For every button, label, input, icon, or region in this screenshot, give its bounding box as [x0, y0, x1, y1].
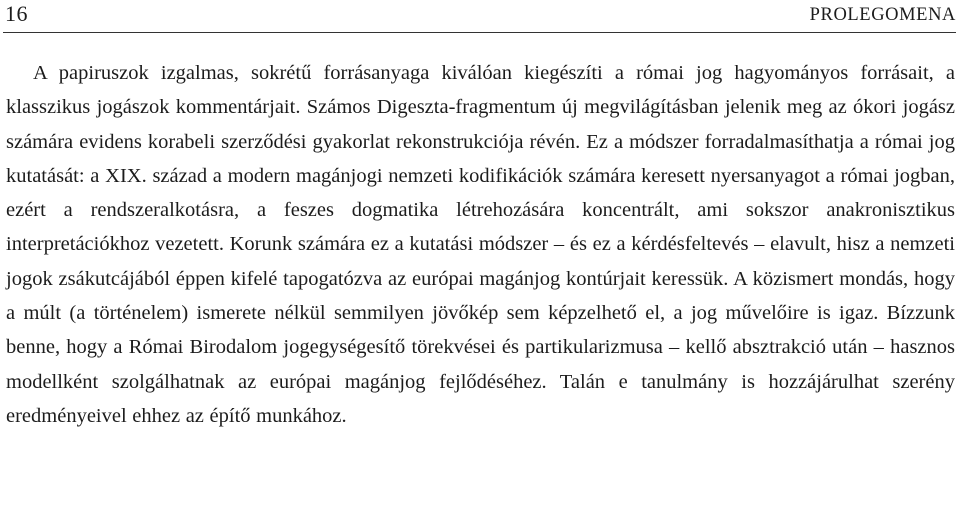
body-paragraph: A papiruszok izgalmas, sokrétű forrásanyaga kiválóan kiegészíti a római jog hagyományos forrásait, a klasszikus jogászok kommentárjait. Számos Digeszta-fragmentum új megvilágításban jelenik meg az ókori jogász számára evidens korabeli szerződési gyakorlat rekonstrukciója révén. Ez a módszer forradalmasíthatja a római jog kutatását: a XIX. század a modern magánjogi nemzeti kodifikációk számára keresett nyersanyagot a római jogban, ezért a rendszeralkotásra, a feszes dogmatika létrehozására koncentrált, ami sokszor anakronisztikus interpretációkhoz vezetett. Korunk számára ez a kutatási módszer – és ez a kérdésfeltevés – elavult, hisz a nemzeti jogok zsákutcájából éppen kifelé tapogatózva az európai magánjog kontúrjait keressük. A közismert mondás, hogy a múlt (a történelem) ismerete nélkül semmilyen jövőkép sem képzelhető el, a jog művelőire is igaz. Bízzunk benne, hogy a Római Birodalom jogegységesítő törekvései és partikularizmusa – kellő absztrakció után – hasznos modellként szolgálhatnak az európai magánjog fejlődéséhez. Talán e tanulmány is hozzájárulhat szerény eredményeivel ehhez az építő munkához.	[6, 62, 955, 427]
page-number: 16	[5, 1, 28, 26]
page-header	[3, 0, 956, 33]
running-head: PROLEGOMENA	[809, 5, 956, 25]
